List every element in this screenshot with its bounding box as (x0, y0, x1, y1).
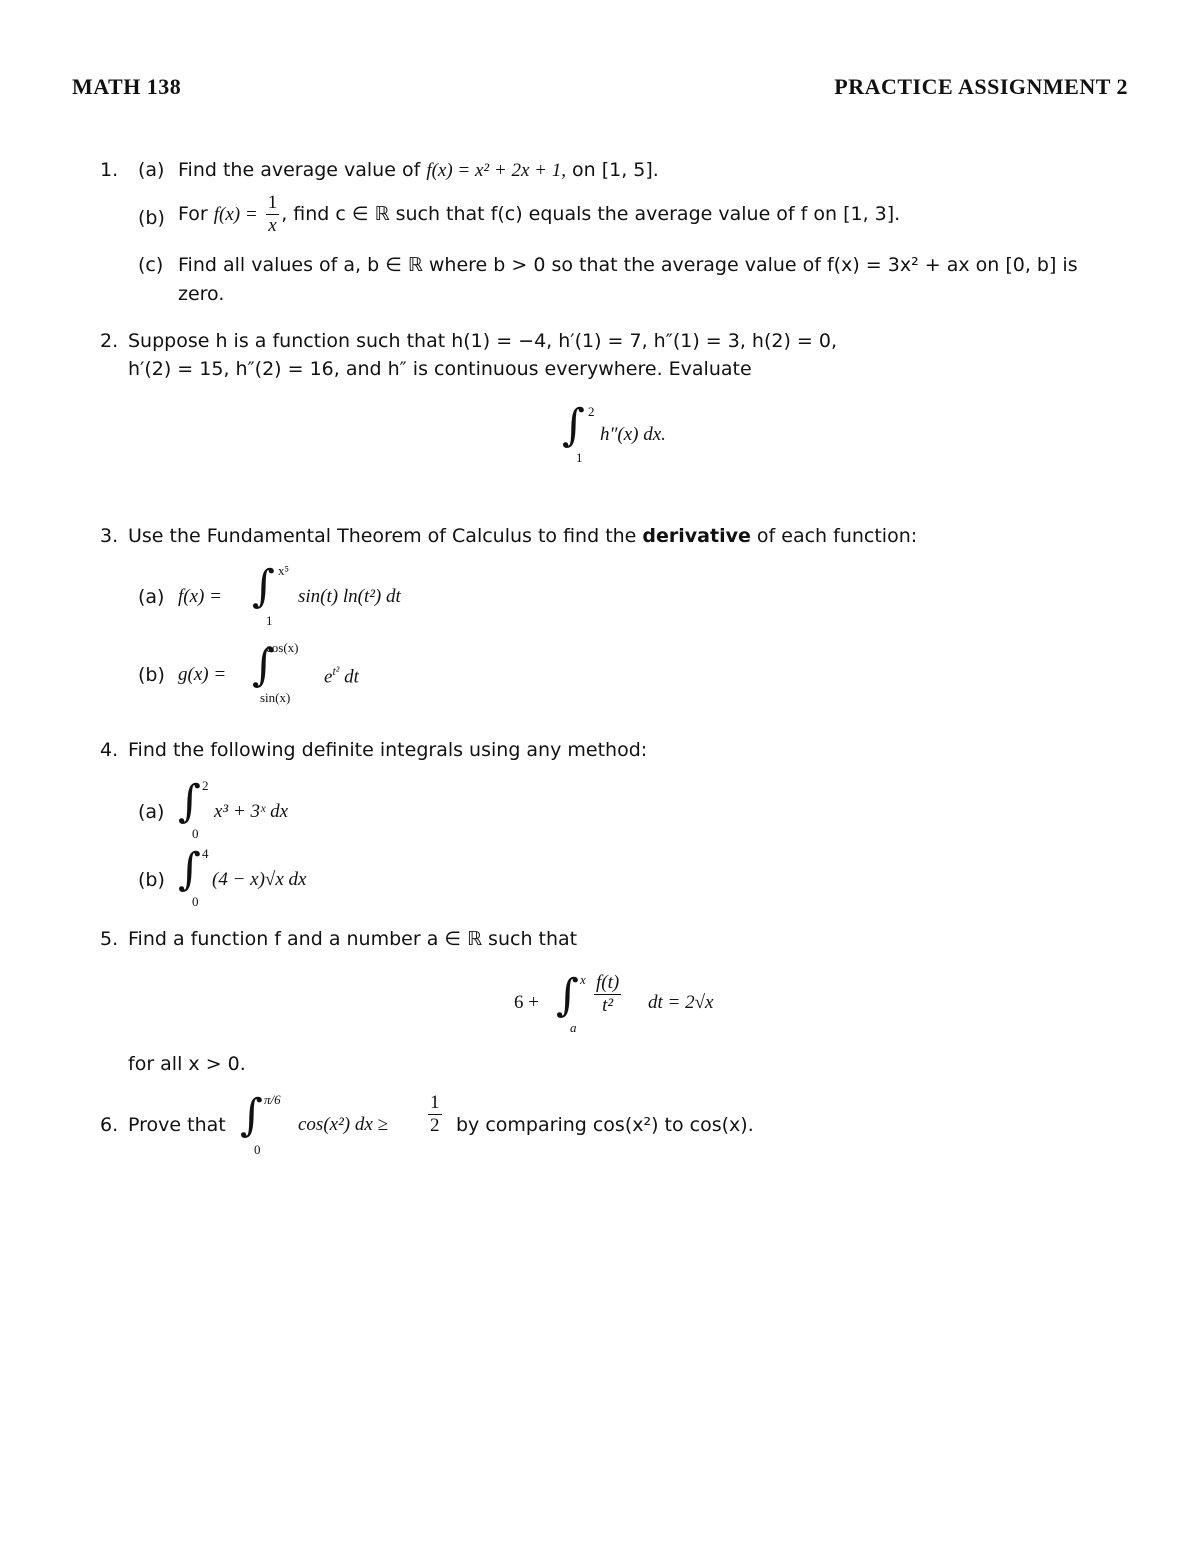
problem-1a-label: (a) (138, 159, 165, 181)
problem-2-line2: h′(2) = 15, h″(2) = 16, and h″ is continuous everywhere. Evaluate (128, 358, 752, 380)
problem-1b-label: (b) (138, 207, 165, 229)
problem-2-integrand: h″(x) dx. (600, 424, 666, 445)
integral-lower-limit: 1 (576, 450, 583, 465)
problem-5-rhs: dt = 2√x (648, 992, 714, 1013)
problem-2-line1: Suppose h is a function such that h(1) = −4, h′(1) = 7, h″(1) = 3, h(2) = 0, (128, 330, 837, 352)
integral-upper-limit: x⁵ (278, 563, 290, 578)
problem-1-number: 1. (100, 159, 119, 181)
problem-3b-integral (252, 640, 472, 708)
integral-lower-limit: 0 (254, 1142, 261, 1157)
integral-sign: ∫ (178, 776, 201, 827)
integral-sign: ∫ (252, 561, 275, 612)
integral-sign: ∫ (240, 1090, 263, 1141)
problem-2-number: 2. (100, 330, 119, 352)
problem-6-text: Prove that (128, 1114, 226, 1136)
problem-3b-integrand: $e^{t^2}$ dt (324, 664, 359, 688)
integral-upper-limit: cos(x) (266, 640, 299, 655)
problem-3a-lhs: f(x) = (178, 586, 222, 607)
integral-lower-limit: 1 (266, 613, 273, 628)
problem-4a-integrand: x³ + 3ˣ dx (214, 801, 288, 822)
integral-upper-limit: 2 (202, 778, 209, 793)
integral-sign: ∫ (562, 400, 585, 451)
integral-upper-limit: 2 (588, 404, 595, 419)
problem-6-number: 6. (100, 1114, 119, 1136)
problem-1c-text: Find all values of a, b ∈ ℝ where b > 0 so that the average value of f(x) = 3x² + ax on [0, b] is (178, 254, 1078, 276)
problem-3-text: Use the Fundamental Theorem of Calculus to find the derivative of each function: (128, 525, 918, 547)
integral-lower-limit: 0 (192, 894, 199, 909)
problem-3b-label: (b) (138, 664, 165, 686)
problem-5-tail: for all x > 0. (128, 1053, 246, 1075)
problem-5-text: Find a function f and a number a ∈ ℝ such that (128, 928, 578, 950)
problem-6-tail: by comparing cos(x²) to cos(x). (456, 1114, 754, 1136)
integral-lower-limit: 0 (192, 826, 199, 841)
integral-upper-limit: 4 (202, 846, 209, 861)
problem-4a-integral (178, 778, 378, 840)
integral-upper-limit: x (580, 972, 586, 987)
problem-3a-integral (252, 563, 472, 627)
integral-lower-limit: sin(x) (260, 690, 291, 705)
problem-3a-label: (a) (138, 586, 165, 608)
problem-5-number: 5. (100, 928, 119, 950)
problem-1a-text: Find the average value of f(x) = x² + 2x + 1, on [1, 5]. (178, 159, 659, 181)
integral-upper-limit: π/6 (264, 1092, 281, 1107)
problem-5-equation (514, 968, 774, 1038)
problem-1b-text: For f(x) = $\frac{1}{x}$ , find c ∈ ℝ such that f(c) equals the average value of f on [1, 3]. (178, 192, 901, 236)
problem-6-fraction: $\frac{1}{2}$ (430, 1092, 440, 1136)
integral-sign: ∫ (252, 640, 275, 691)
problem-4b-label: (b) (138, 869, 165, 891)
problem-3b-lhs: g(x) = (178, 664, 227, 685)
integral-sign: ∫ (556, 970, 579, 1021)
problem-6-equation (240, 1092, 800, 1158)
problem-5-fraction: $\frac{f(t)}{\text{t²}}$ (596, 972, 620, 1016)
problem-2-integral (562, 400, 722, 465)
problem-1b-fraction: $\frac{1}{x}$ (267, 192, 278, 236)
course-title: MATH 138 (72, 74, 182, 99)
problem-4-text: Find the following definite integrals using any method: (128, 739, 648, 761)
problem-4a-label: (a) (138, 801, 165, 823)
problem-1c-text-cont: zero. (178, 283, 225, 305)
problem-6-integrand: cos(x²) dx ≥ (298, 1114, 388, 1135)
problem-4-number: 4. (100, 739, 119, 761)
problem-4b-integral (178, 846, 398, 908)
problem-5-lhs: 6 + (514, 992, 539, 1013)
problem-4b-integrand: (4 − x)√x dx (212, 869, 307, 890)
assignment-title: PRACTICE ASSIGNMENT 2 (834, 74, 1128, 99)
integral-sign: ∫ (178, 844, 201, 895)
problem-3a-integrand: sin(t) ln(t²) dt (298, 586, 401, 607)
problem-1c-label: (c) (138, 254, 164, 276)
problem-3-number: 3. (100, 525, 119, 547)
integral-lower-limit: a (570, 1020, 577, 1035)
